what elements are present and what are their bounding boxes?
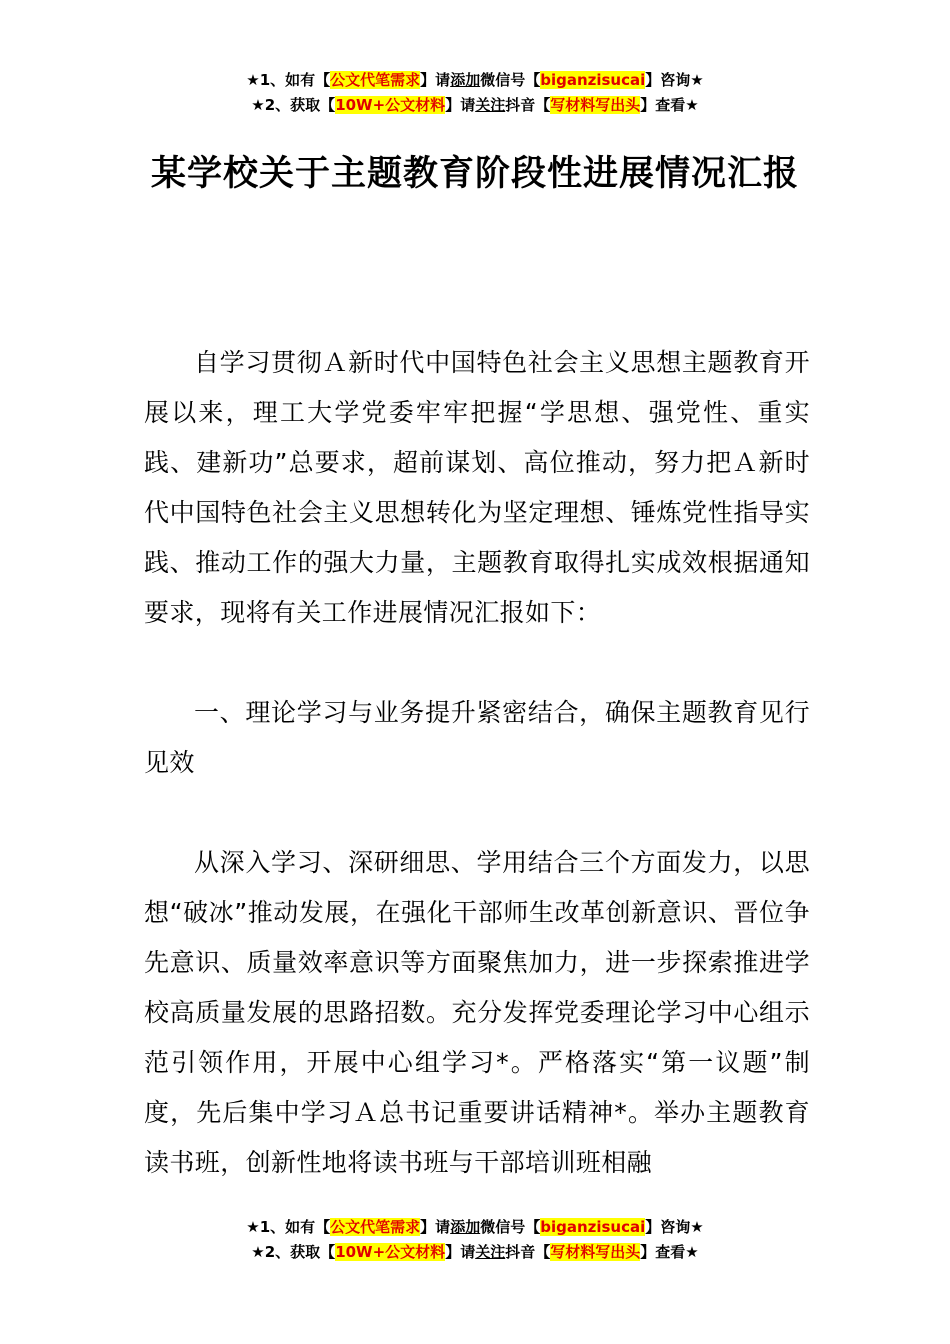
- footer-promo-banner: [0, 1215, 950, 1265]
- body-paragraph: 从深入学习、深研细思、学用结合三个方面发力，以思想“破冰”推动发展，在强化干部师生改革创新意识、晋位争先意识、质量效率意识等方面聚焦加力，进一步探索推进学校高质量发展的思路招数。充分发挥党委理论学习中心组示范引领作用，开展中心组学习*。严格落实“第一议题”制度，先后集中学习Ａ总书记重要讲话精神*。举办主题教育读书班，创新性地将读书班与干部培训班相融: [144, 848, 810, 1177]
- promo-line-2: ★2、获取【10W+公文材料】请关注抖音【写材料写出头】查看★: [251, 96, 699, 114]
- promo-line-1: ★1、如有【公文代笔需求】请添加微信号【biganzisucai】咨询★: [246, 71, 704, 89]
- header-promo-banner: [0, 68, 950, 118]
- wechat-id: biganzisucai: [540, 71, 646, 89]
- promo-highlight: 10W+公文材料: [335, 96, 446, 114]
- intro-paragraph: 自学习贯彻Ａ新时代中国特色社会主义思想主题教育开展以来，理工大学党委牢牢把握“学思想、强党性、重实践、建新功”总要求，超前谋划、高位推动，努力把Ａ新时代中国特色社会主义思想转化为坚定理想、锤炼党性指导实践、推动工作的强大力量，主题教育取得扎实成效根据通知要求，现将有关工作进展情况汇报如下：: [144, 348, 810, 627]
- douyin-id: 写材料写出头: [550, 1243, 641, 1261]
- douyin-id: 写材料写出头: [550, 96, 641, 114]
- wechat-id: biganzisucai: [540, 1218, 646, 1236]
- promo-highlight: 公文代笔需求: [330, 1218, 421, 1236]
- document-body: [144, 338, 810, 1188]
- promo-line-2: ★2、获取【10W+公文材料】请关注抖音【写材料写出头】查看★: [251, 1243, 699, 1261]
- promo-line-1: ★1、如有【公文代笔需求】请添加微信号【biganzisucai】咨询★: [246, 1218, 704, 1236]
- promo-highlight: 10W+公文材料: [335, 1243, 446, 1261]
- promo-highlight: 公文代笔需求: [330, 71, 421, 89]
- section-heading: 一、理论学习与业务提升紧密结合，确保主题教育见行见效: [144, 698, 810, 777]
- document-title: 某学校关于主题教育阶段性进展情况汇报: [150, 154, 799, 194]
